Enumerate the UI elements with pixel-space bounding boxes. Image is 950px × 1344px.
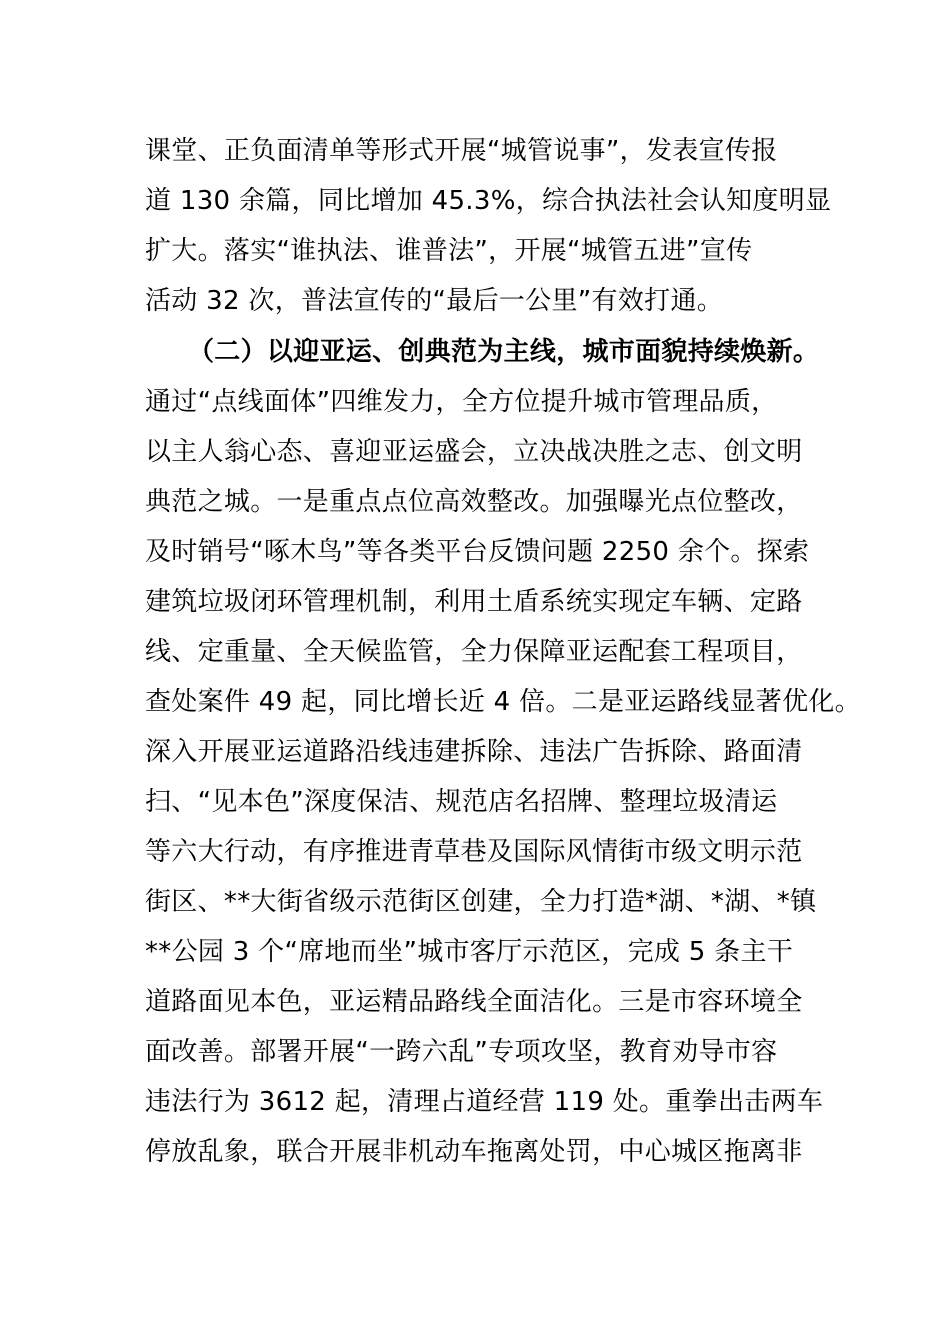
body-text-line: 活动 32 次，普法宣传的“最后一公里”有效打通。 [145,286,724,316]
body-text-line: 典范之城。一是重点点位高效整改。加强曝光点位整改， [145,487,803,517]
body-text-line: 等六大行动，有序推进青草巷及国际风情街市级文明示范 [145,837,803,867]
body-text-line: 以主人翁心态、喜迎亚运盛会，立决战决胜之志、创文明 [145,437,803,467]
body-text-line: 扫、“见本色”深度保洁、规范店名招牌、整理垃圾清运 [145,787,778,817]
body-text-line: 课堂、正负面清单等形式开展“城管说事”，发表宣传报 [145,136,778,166]
body-text-line: 通过“点线面体”四维发力，全方位提升城市管理品质， [145,387,778,417]
section-heading: （二）以迎亚运、创典范为主线，城市面貌持续焕新。 [188,337,820,367]
body-text-line: 及时销号“啄木鸟”等各类平台反馈问题 2250 余个。探索 [145,537,810,567]
body-text-line: 停放乱象，联合开展非机动车拖离处罚，中心城区拖离非 [145,1137,803,1167]
body-text-line: 线、定重量、全天候监管，全力保障亚运配套工程项目， [145,637,803,667]
body-text-line: 查处案件 49 起，同比增长近 4 倍。二是亚运路线显著优化。 [145,687,861,717]
body-text-line: 道路面见本色，亚运精品路线全面洁化。三是市容环境全 [145,987,803,1017]
body-text-line: **公园 3 个“席地而坐”城市客厅示范区，完成 5 条主干 [145,937,794,967]
body-text-line: 面改善。部署开展“一跨六乱”专项攻坚，教育劝导市容 [145,1037,778,1067]
body-text-line: 违法行为 3612 起，清理占道经营 119 处。重拳出击两车 [145,1087,824,1117]
body-text-line: 建筑垃圾闭环管理机制，利用土盾系统实现定车辆、定路 [145,587,803,617]
body-text-line: 深入开展亚运道路沿线违建拆除、违法广告拆除、路面清 [145,737,803,767]
body-text-line: 街区、**大街省级示范街区创建，全力打造*湖、*湖、*镇 [145,887,817,917]
body-text-line: 道 130 余篇，同比增加 45.3%，综合执法社会认知度明显 [145,186,832,216]
body-text-line: 扩大。落实“谁执法、谁普法”，开展“城管五进”宣传 [145,236,753,266]
